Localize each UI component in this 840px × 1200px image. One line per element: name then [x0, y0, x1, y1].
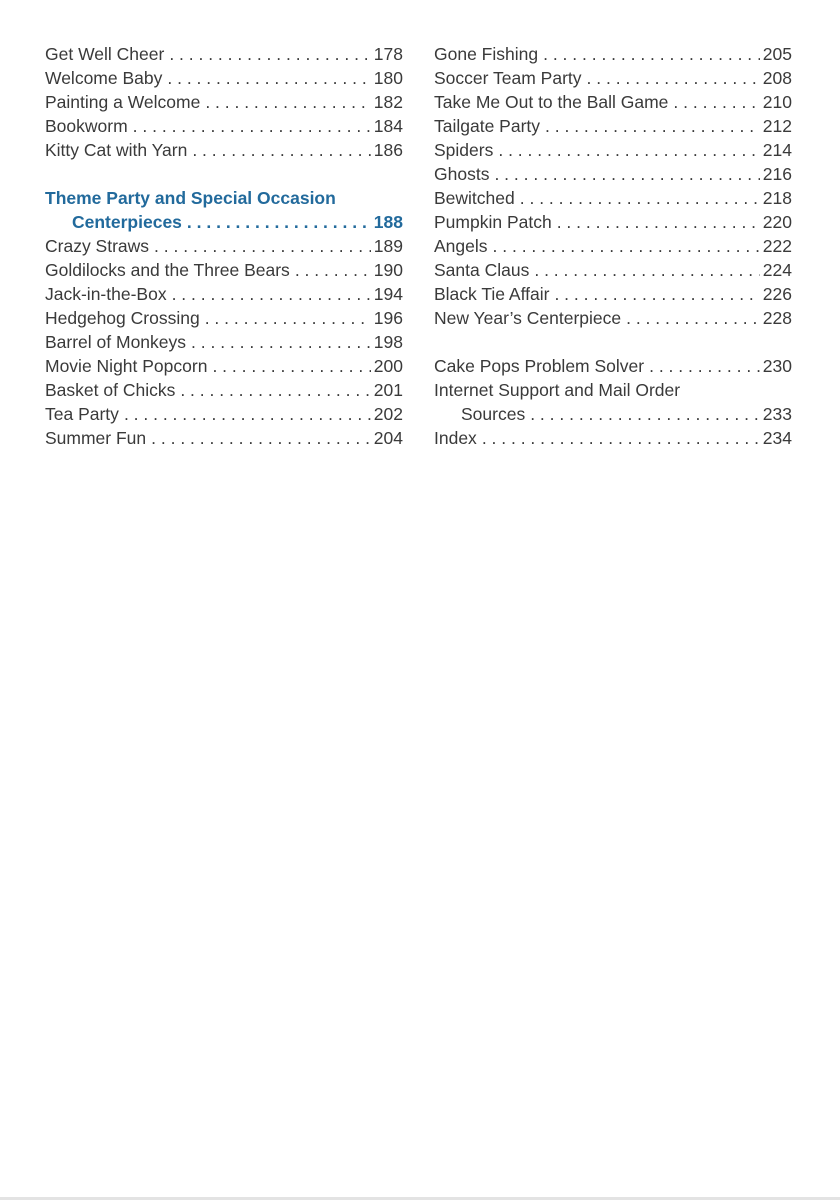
- toc-spacer: [434, 330, 792, 354]
- toc-dot-leader: [212, 354, 370, 378]
- toc-dot-leader: [482, 426, 760, 450]
- toc-entry-label: Soccer Team Party: [434, 68, 582, 88]
- toc-page-number: 178: [373, 44, 403, 64]
- toc-columns: [0, 0, 840, 450]
- toc-entry-label: Bookworm: [45, 116, 128, 136]
- toc-entry-label: Get Well Cheer: [45, 44, 165, 64]
- toc-dot-leader: [205, 306, 371, 330]
- toc-entry: [434, 378, 792, 402]
- toc-entry-label: Jack-in-the-Box: [45, 284, 167, 304]
- toc-dot-leader: [545, 114, 760, 138]
- toc-page-number: 220: [762, 212, 792, 232]
- toc-dot-leader: [151, 426, 371, 450]
- toc-page-number: 184: [373, 116, 403, 136]
- toc-entry-label: Pumpkin Patch: [434, 212, 552, 232]
- toc-dot-leader: [649, 354, 760, 378]
- toc-page-number: 194: [373, 284, 403, 304]
- toc-page-number: 228: [762, 308, 792, 328]
- toc-column-right: [434, 42, 792, 450]
- toc-spacer: [45, 162, 403, 186]
- toc-section-heading: [45, 186, 403, 210]
- toc-page-number: 189: [373, 236, 403, 256]
- toc-entry-label: New Year’s Centerpiece: [434, 308, 622, 328]
- toc-entry-label: Painting a Welcome: [45, 92, 201, 112]
- toc-entry: [45, 306, 403, 330]
- toc-page-number: 186: [373, 140, 403, 160]
- toc-entry-label: Spiders: [434, 140, 494, 160]
- toc-dot-leader: [169, 42, 370, 66]
- toc-entry-label: Ghosts: [434, 164, 490, 184]
- toc-entry-label: Barrel of Monkeys: [45, 332, 187, 352]
- toc-entry: [434, 66, 792, 90]
- toc-entry: [45, 354, 403, 378]
- toc-page-number: 234: [762, 428, 792, 448]
- toc-dot-leader: [557, 210, 760, 234]
- toc-entry: [434, 258, 792, 282]
- toc-entry-label: Bewitched: [434, 188, 515, 208]
- toc-entry-label: Black Tie Affair: [434, 284, 550, 304]
- toc-entry: [45, 402, 403, 426]
- toc-dot-leader: [493, 234, 760, 258]
- toc-entry-label: Tailgate Party: [434, 116, 541, 136]
- toc-page-number: 214: [762, 140, 792, 160]
- toc-section-heading-label: Theme Party and Special Occasion: [45, 188, 336, 208]
- toc-entry-label: Tea Party: [45, 404, 119, 424]
- toc-dot-leader: [124, 402, 371, 426]
- toc-page-number: 230: [762, 356, 792, 376]
- toc-entry-label: Crazy Straws: [45, 236, 150, 256]
- toc-entry-label: Santa Claus: [434, 260, 530, 280]
- toc-page-number: 233: [762, 404, 792, 424]
- toc-entry: [434, 138, 792, 162]
- toc-dot-leader: [534, 258, 759, 282]
- toc-page-number: 210: [762, 92, 792, 112]
- toc-entry: [45, 42, 403, 66]
- toc-entry-label: Summer Fun: [45, 428, 147, 448]
- toc-entry: [45, 90, 403, 114]
- toc-entry: [45, 258, 403, 282]
- toc-dot-leader: [133, 114, 371, 138]
- toc-entry: [434, 354, 792, 378]
- toc-dot-leader: [167, 66, 370, 90]
- toc-entry: [45, 330, 403, 354]
- toc-entry: [434, 186, 792, 210]
- toc-dot-leader: [191, 330, 371, 354]
- toc-entry-label: Hedgehog Crossing: [45, 308, 200, 328]
- toc-entry-label: Angels: [434, 236, 488, 256]
- toc-section-heading: [45, 210, 403, 234]
- toc-page-number: 200: [373, 356, 403, 376]
- toc-column-left: [45, 42, 403, 450]
- toc-page-number: 205: [762, 44, 792, 64]
- toc-entry: [434, 90, 792, 114]
- toc-entry-label: Movie Night Popcorn: [45, 356, 208, 376]
- toc-entry-label: Cake Pops Problem Solver: [434, 356, 645, 376]
- toc-entry: [45, 282, 403, 306]
- toc-entry: [434, 306, 792, 330]
- toc-entry: [45, 66, 403, 90]
- toc-entry-label: Welcome Baby: [45, 68, 163, 88]
- toc-dot-leader: [498, 138, 759, 162]
- toc-page-number: 216: [762, 164, 792, 184]
- toc-page-number: 196: [373, 308, 403, 328]
- toc-entry-label: Take Me Out to the Ball Game: [434, 92, 669, 112]
- toc-entry-label: Internet Support and Mail Order: [434, 380, 681, 400]
- toc-entry: [434, 234, 792, 258]
- toc-entry: [45, 426, 403, 450]
- toc-page-number: 208: [762, 68, 792, 88]
- toc-page-number: 212: [762, 116, 792, 136]
- toc-page-number: 188: [373, 212, 403, 232]
- toc-entry: [434, 402, 792, 426]
- toc-dot-leader: [172, 282, 371, 306]
- toc-dot-leader: [530, 402, 760, 426]
- toc-page-number: 222: [762, 236, 792, 256]
- toc-dot-leader: [494, 162, 759, 186]
- toc-page-number: 182: [373, 92, 403, 112]
- toc-dot-leader: [554, 282, 759, 306]
- toc-section-heading-label: Centerpieces: [72, 212, 182, 232]
- toc-page-number: 202: [373, 404, 403, 424]
- toc-dot-leader: [295, 258, 371, 282]
- toc-dot-leader: [187, 210, 371, 234]
- toc-dot-leader: [205, 90, 370, 114]
- toc-dot-leader: [673, 90, 759, 114]
- toc-entry: [45, 234, 403, 258]
- toc-page-number: 180: [373, 68, 403, 88]
- toc-entry: [434, 42, 792, 66]
- toc-dot-leader: [626, 306, 760, 330]
- toc-entry: [45, 378, 403, 402]
- toc-page-number: 190: [373, 260, 403, 280]
- toc-entry-label: Sources: [461, 404, 526, 424]
- toc-page-number: 201: [373, 380, 403, 400]
- toc-dot-leader: [587, 66, 760, 90]
- toc-dot-leader: [543, 42, 760, 66]
- toc-page-number: 224: [762, 260, 792, 280]
- toc-entry: [45, 114, 403, 138]
- toc-entry-label: Index: [434, 428, 477, 448]
- toc-entry: [434, 162, 792, 186]
- toc-dot-leader: [520, 186, 760, 210]
- toc-dot-leader: [192, 138, 370, 162]
- toc-entry: [434, 114, 792, 138]
- toc-dot-leader: [154, 234, 371, 258]
- toc-dot-leader: [180, 378, 370, 402]
- toc-entry: [434, 282, 792, 306]
- toc-entry: [45, 138, 403, 162]
- toc-entry-label: Basket of Chicks: [45, 380, 176, 400]
- toc-entry-label: Gone Fishing: [434, 44, 539, 64]
- toc-entry-label: Goldilocks and the Three Bears: [45, 260, 290, 280]
- toc-entry-label: Kitty Cat with Yarn: [45, 140, 188, 160]
- toc-page-number: 218: [762, 188, 792, 208]
- toc-page-number: 198: [373, 332, 403, 352]
- toc-page-number: 204: [373, 428, 403, 448]
- toc-entry: [434, 210, 792, 234]
- toc-page-number: 226: [762, 284, 792, 304]
- toc-entry: [434, 426, 792, 450]
